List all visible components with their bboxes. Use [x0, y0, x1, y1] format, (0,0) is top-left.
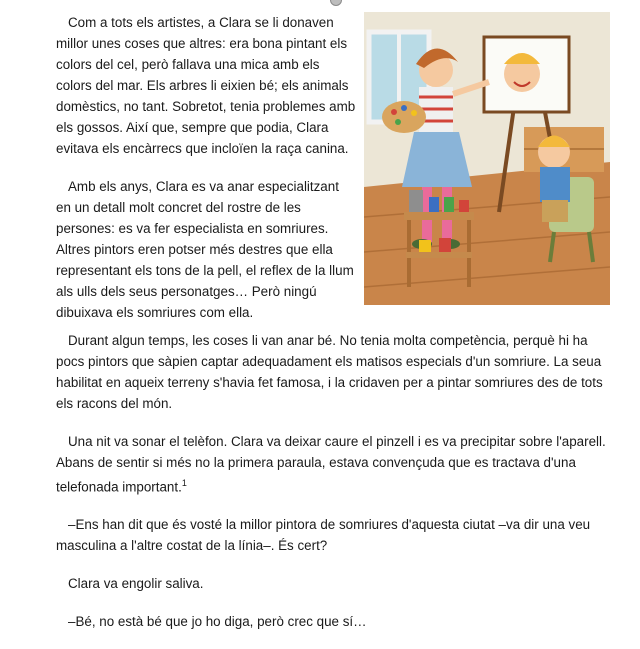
footnote-marker[interactable]: 1 — [181, 478, 187, 488]
illustration-painter — [364, 12, 610, 305]
paragraph-text: Una nit va sonar el telèfon. Clara va deixar caure el pinzell i es va precipitar sobre l'aparell. Abans de sentir si més no la primera paraula, estava convençuda que es tractava d'una telefonada important. — [56, 434, 606, 495]
scroll-indicator[interactable] — [330, 0, 342, 6]
side-text-column — [56, 12, 356, 340]
paragraph: Amb els anys, Clara es va anar especialitzant en un detall molt concret del rostre de les persones: es va fer especialista en somriures. Altres pintors eren potser més destres que ella representant els tons de la pell, el reflex de la llum als ulls dels seus personatges… Però ningú dibuixava els somriures com ella. — [56, 179, 354, 320]
paragraph — [56, 431, 616, 497]
paragraph: –Bé, no està bé que jo ho diga, però crec que sí… — [68, 614, 367, 630]
paragraph: Com a tots els artistes, a Clara se li donaven millor unes coses que altres: era bona pintant els colors del cel, però fallava una mica amb els colors del mar. Els arbres li eixien bé; els animals domèstics, no tant. Sobretot, tenia problemes amb els gossos. Així que, sempre que podia, Clara evitava els encàrrecs que incloïen la raça canina. — [56, 15, 356, 156]
paragraph: Durant algun temps, les coses li van anar bé. No tenia molta competència, perquè hi ha pocs pintors que sàpien captar adequadament els matisos especials d'un somriure. La seua habilitat en aqueix terreny s'havia fet famosa, i la cridaven per a pintar somriures des de tots els racons del món. — [56, 333, 603, 411]
paragraph: Clara va engolir saliva. — [68, 576, 204, 592]
main-text-column — [56, 330, 616, 649]
paragraph: –Ens han dit que és vosté la millor pintora de somriures d'aquesta ciutat –va dir una veu masculina a l'altre costat de la línia–. És cert? — [56, 517, 591, 554]
